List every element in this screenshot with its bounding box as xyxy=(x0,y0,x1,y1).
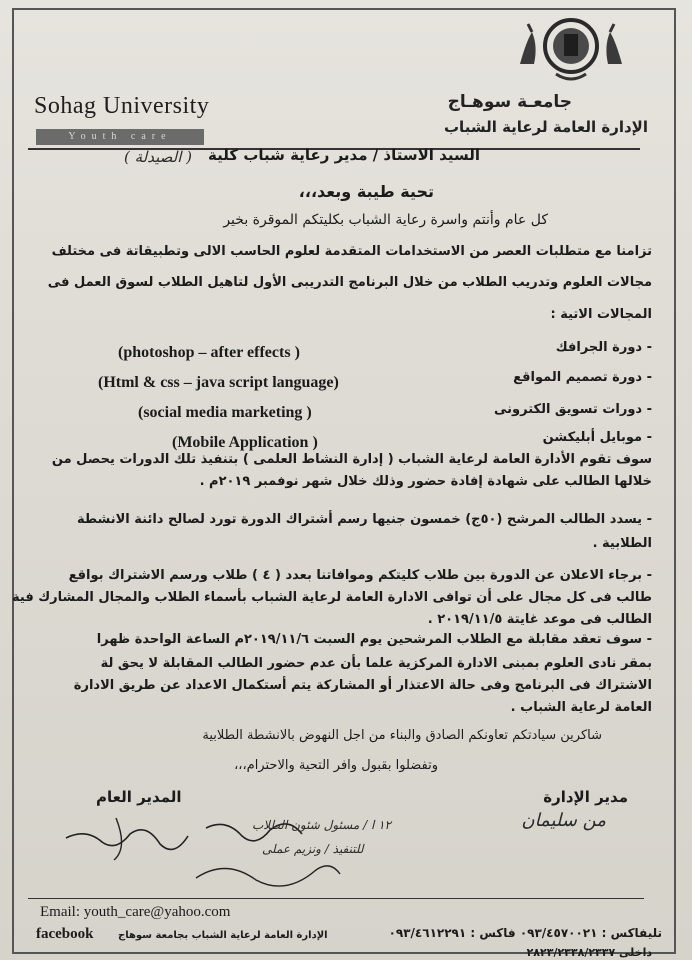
para5-line1: - سوف تعقد مقابلة مع الطلاب المرشحين يوم السبت ٢٠١٩/١١/٦م الساعة الواحدة ظهرا xyxy=(96,632,652,647)
para1-line1: تزامنا مع متطلبات العصر من الاستخدامات المتقدمة لعلوم الحاسب الالى وتطبيقاتة فى مختلف xyxy=(51,244,652,259)
greeting: تحية طيبة وبعد،،، xyxy=(298,182,434,201)
addressee-faculty: ( الصيدلة ) xyxy=(124,148,192,166)
para3-line2: الطلابية . xyxy=(592,536,652,551)
director-title: مدير الإدارة xyxy=(543,788,628,806)
course-item: - موبايل أبليكشن xyxy=(542,430,652,445)
para1-line2: مجالات العلوم وتدريب الطلاب من خلال البرنامج التدريبى الأول لتاهيل الطلاب لسوق العمل فى xyxy=(47,275,652,290)
admin-name-ar: الإدارة العامة لرعاية الشباب xyxy=(443,118,648,136)
course-item: - دورة الجرافك xyxy=(555,340,652,355)
university-name-ar: جامعـة سوهـاج xyxy=(447,92,572,112)
course-item: - دورة تصميم المواقع xyxy=(513,370,652,385)
para5-line3: الاشتراك فى البرنامج وفى حالة الاعتذار أو المشاركة يتم أستكمال الاعداد عن طريق الادارة xyxy=(73,678,652,693)
footer-facebook-ar: الإدارة العامة لرعاية الشباب بجامعة سوهاج xyxy=(118,930,328,941)
general-director-title: المدير العام xyxy=(96,788,182,806)
closing-line2: وتفضلوا بقبول وافر التحية والاحترام،،، xyxy=(234,758,438,773)
handwritten-note-line1: ١٢ ا / مسئول شئون الطلاب xyxy=(252,818,391,832)
addressee-line: السيد الاستاذ / مدير رعاية شباب كلية xyxy=(208,146,480,164)
course-item-en: (photoshop – after effects ) xyxy=(118,344,300,361)
para5-line2: بمقر نادى العلوم بمبنى الادارة المركزية علما بأن عدم حضور الطالب المقابلة لا يحق لة xyxy=(100,656,652,671)
footer-divider xyxy=(28,898,644,899)
course-item-en: (Mobile Application ) xyxy=(172,434,318,451)
director-signature: من سليمان xyxy=(521,810,606,831)
para2-line1: سوف تقوم الأدارة العامة لرعاية الشباب ( إدارة النشاط العلمى ) بتنفيذ تلك الدورات يحصل من xyxy=(51,452,652,467)
youth-care-banner: Youth care xyxy=(36,129,204,145)
para4-line3: الطالب فى موعد غايتة ٢٠١٩/١١/٥ . xyxy=(427,612,652,627)
footer-ext: داخلى ٢٨٢٣/٢٣٣٨/٢٣٣٧ xyxy=(526,946,652,959)
course-item-en: (Html & css – java script language) xyxy=(98,374,339,391)
para5-line4: العامة لرعاية الشباب . xyxy=(510,700,652,715)
footer-phone: تليفاكس : ٠٩٣/٤٥٧٠٠٢١ فاكس : ٠٩٣/٤٦١٢٢٩١ xyxy=(388,926,662,940)
footer-email: Email: youth_care@yahoo.com xyxy=(40,904,231,920)
para2-line2: خلالها الطالب على شهادة إفادة حضور وذلك خلال شهر نوفمبر ٢٠١٩م . xyxy=(199,474,652,489)
handwritten-note-line2: للتنفيذ / ونزيم عملى xyxy=(262,842,364,856)
para1-line3: المجالات الاتية : xyxy=(550,307,652,322)
para4-line2: طالب فى كل مجال على أن توافى الادارة العامة لرعاية الشباب بأسماء الطلاب والمجال المشارك فية xyxy=(12,590,652,605)
intro-line: كل عام وأنتم واسرة رعاية الشباب بكليتكم الموقرة بخير xyxy=(223,212,548,228)
university-logo xyxy=(512,2,630,92)
course-item: - دورات تسويق الكترونى xyxy=(494,402,652,417)
para3-line1: - يسدد الطالب المرشح (٥٠ج) خمسون جنيها رسم أشتراك الدورة تورد لصالح دائنة الانشطة xyxy=(76,512,652,527)
footer-facebook: facebook xyxy=(36,926,94,942)
university-name-en: Sohag University xyxy=(34,93,210,119)
closing-line1: شاكرين سيادتكم تعاونكم الصادق والبناء من اجل النهوض بالانشطة الطلابية xyxy=(202,728,602,743)
para4-line1: - برجاء الاعلان عن الدورة بين طلاب كليتكم وموافاتنا بعدد ( ٤ ) طلاب ورسم الاشتراك بواقع xyxy=(68,568,652,583)
course-item-en: (social media marketing ) xyxy=(138,404,312,421)
